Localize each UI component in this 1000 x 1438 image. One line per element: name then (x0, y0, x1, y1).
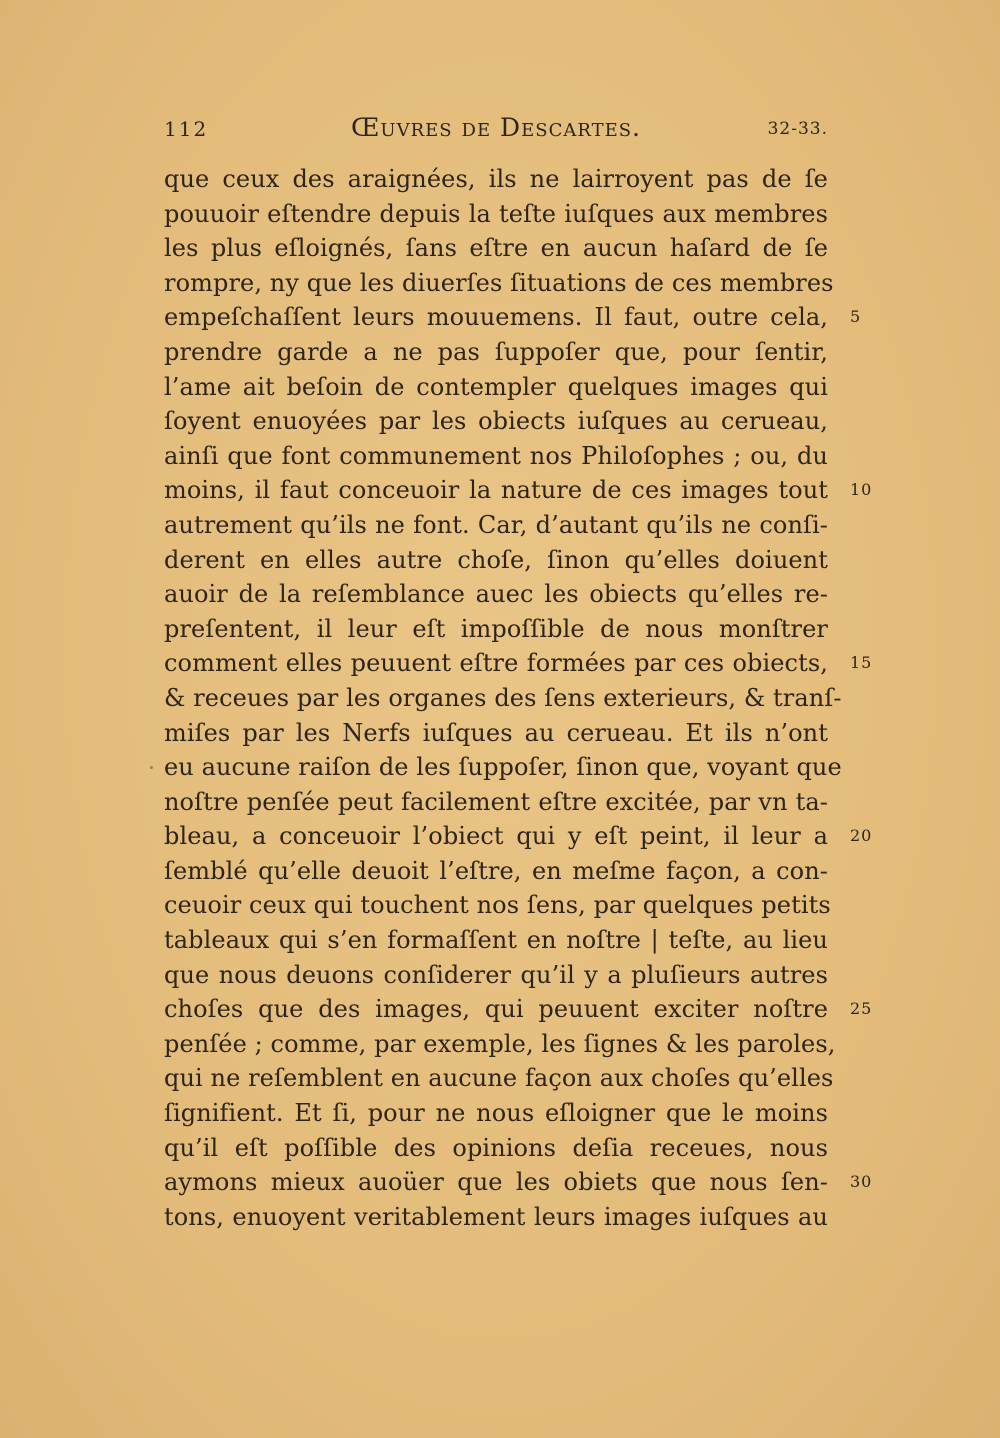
line-number-20: 20 (850, 826, 873, 846)
text-line: tons, enuoyent veritablement leurs images iuſques au (164, 1202, 828, 1231)
body-text (164, 162, 842, 1234)
text-line: preſentent, il leur eſt impoſſible de nous monſtrer (164, 614, 828, 643)
text-line: prendre garde a ne pas ſuppoſer que, pour ſentir, (164, 337, 828, 366)
text-line: aymons mieux auoüer que les obiets que nous ſen- (164, 1168, 828, 1197)
text-line: penſée ; comme, par exemple, les ſignes & les paroles, (164, 1029, 836, 1058)
text-line: & receues par les organes des ſens exterieurs, & tranſ- (164, 683, 842, 712)
text-line: miſes par les Nerfs iuſques au cerueau. Et ils n’ont (164, 718, 828, 747)
text-line: comment elles peuuent eſtre formées par ces obiects, (164, 649, 828, 678)
text-line: autrement qu’ils ne font. Car, d’autant qu’ils ne conſi- (164, 510, 828, 539)
text-line: empeſchaſſent leurs mouuemens. Il faut, outre cela, (164, 303, 828, 332)
text-line: ſignifient. Et ſi, pour ne nous eſloigner que le moins (164, 1099, 828, 1128)
text-line: pouuoir eſtendre depuis la teſte iuſques aux membres (164, 199, 828, 228)
text-line: les plus eſloignés, ſans eſtre en aucun haſard de ſe (164, 234, 828, 263)
text-line: ainſi que font communement nos Philoſophes ; ou, du (164, 441, 828, 470)
running-title: Œuvres de Descartes. (350, 113, 642, 142)
text-line: moins, il faut conceuoir la nature de ces images tout (164, 476, 828, 505)
line-number-15: 15 (850, 653, 873, 673)
text-line: derent en elles autre choſe, ſinon qu’elles doiuent (164, 545, 828, 574)
text-line: que ceux des araignées, ils ne lairroyent pas de ſe (164, 165, 828, 193)
ink-speck (150, 766, 153, 769)
page-number: 112 (164, 117, 209, 141)
line-number-10: 10 (850, 480, 873, 500)
line-number-25: 25 (850, 999, 873, 1019)
text-line: eu aucune raiſon de les ſuppoſer, ſinon que, voyant que (164, 753, 842, 782)
text-line: tableaux qui s’en formaſſent en noſtre | teſte, au lieu (164, 926, 828, 955)
page-header (164, 113, 828, 149)
text-line: noſtre penſée peut facilement eſtre excitée, par vn ta- (164, 787, 828, 816)
text-line: que nous deuons conſiderer qu’il y a pluſieurs autres (164, 960, 828, 989)
text-line: qui ne reſemblent en aucune façon aux choſes qu’elles (164, 1064, 834, 1093)
page-range: 32-33. (767, 119, 828, 139)
text-line: bleau, a conceuoir l’obiect qui y eſt peint, il leur a (164, 822, 828, 851)
text-line: qu’il eſt poſſible des opinions deſia receues, nous (164, 1133, 828, 1162)
text-line: ſemblé qu’elle deuoit l’eſtre, en meſme façon, a con- (164, 856, 828, 885)
text-line: ceuoir ceux qui touchent nos ſens, par quelques petits (164, 891, 831, 920)
text-line: choſes que des images, qui peuuent exciter noſtre (164, 995, 828, 1024)
text-line: l’ame ait beſoin de contempler quelques images qui (164, 372, 828, 401)
text-line: ſoyent enuoyées par les obiects iuſques au cerueau, (164, 407, 828, 436)
line-number-30: 30 (850, 1172, 873, 1192)
text-line: rompre, ny que les diuerſes ſituations de ces membres (164, 268, 834, 297)
text-line: auoir de la reſemblance auec les obiects qu’elles re- (164, 580, 828, 609)
line-number-5: 5 (850, 307, 862, 327)
